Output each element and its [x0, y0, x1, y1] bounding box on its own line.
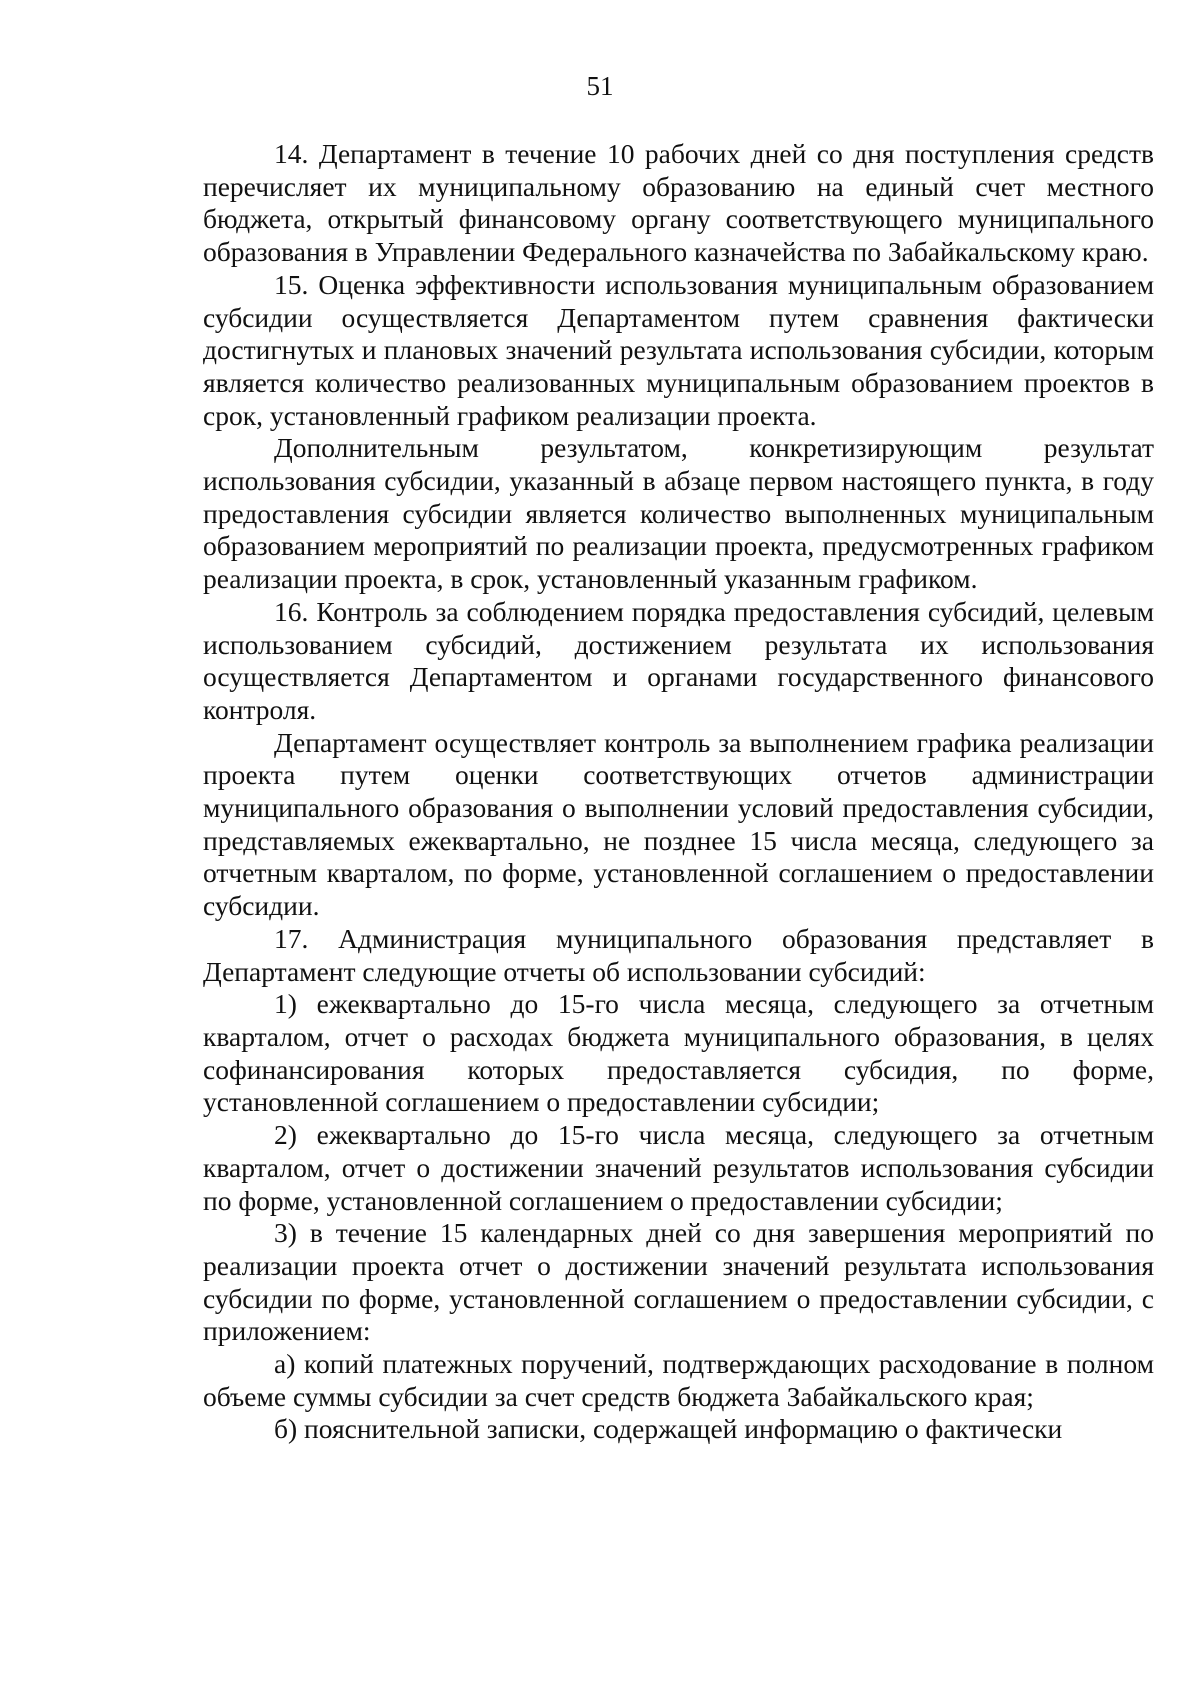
list-subitem-a: а) копий платежных поручений, подтверждающих расходование в полном объеме суммы субсидии за счет средств бюджета Забайкальского края; — [203, 1348, 1154, 1412]
paragraph-schedule-control: Департамент осуществляет контроль за выполнением графика реализации проекта путем оценки соответствующих отчетов администрации муниципального образования о выполнении условий предоставления субсидии, представляемых ежеквартально, не позднее 15 числа месяца, следующего за отчетным кварталом, по форме, установленной соглашением о предоставлении субсидии. — [203, 726, 1154, 922]
paragraph-item-14: 14. Департамент в течение 10 рабочих дней со дня поступления средств перечисляет их муниципальному образованию на единый счет местного бюджета, открытый финансовому органу соответствующего муниципального образования в Управлении Федерального казначейства по Забайкальскому краю. — [203, 138, 1154, 268]
list-item-1: 1) ежеквартально до 15-го числа месяца, следующего за отчетным кварталом, отчет о расходах бюджета муниципального образования, в целях софинансирования которых предоставляется субсидия, по форме, установленной соглашением о предоставлении субсидии; — [203, 988, 1154, 1118]
paragraph-item-15: 15. Оценка эффективности использования муниципальным образованием субсидии осуществляется Департаментом путем сравнения фактически достигнутых и плановых значений результата использования субсидии, которым является количество реализованных муниципальным образованием проектов в срок, установленный графиком реализации проекта. — [203, 268, 1154, 431]
list-item-3: 3) в течение 15 календарных дней со дня завершения мероприятий по реализации проекта отчет о достижении значений результата использования субсидии по форме, установленной соглашением о предоставлении субсидии, с приложением: — [203, 1217, 1154, 1347]
list-subitem-b: б) пояснительной записки, содержащей информацию о фактически — [274, 1413, 1063, 1445]
page-number: 51 — [586, 71, 614, 101]
list-item-2: 2) ежеквартально до 15-го числа месяца, следующего за отчетным кварталом, отчет о достижении значений результатов использования субсидии по форме, установленной соглашением о предоставлении субсидии; — [203, 1119, 1154, 1216]
paragraph-additional-result: Дополнительным результатом, конкретизирующим результат использования субсидии, указанный в абзаце первом настоящего пункта, в году предоставления субсидии является количество выполненных муниципальным образованием мероприятий по реализации проекта, предусмотренных графиком реализации проекта, в срок, установленный указанным графиком. — [203, 432, 1154, 595]
document-body — [203, 138, 1154, 1446]
paragraph-item-17: 17. Администрация муниципального образования представляет в Департамент следующие отчеты об использовании субсидий: — [203, 922, 1154, 987]
paragraph-item-16: 16. Контроль за соблюдением порядка предоставления субсидий, целевым использованием субсидий, достижением результата их использования осуществляется Департаментом и органами государственного финансового контроля. — [203, 595, 1154, 725]
